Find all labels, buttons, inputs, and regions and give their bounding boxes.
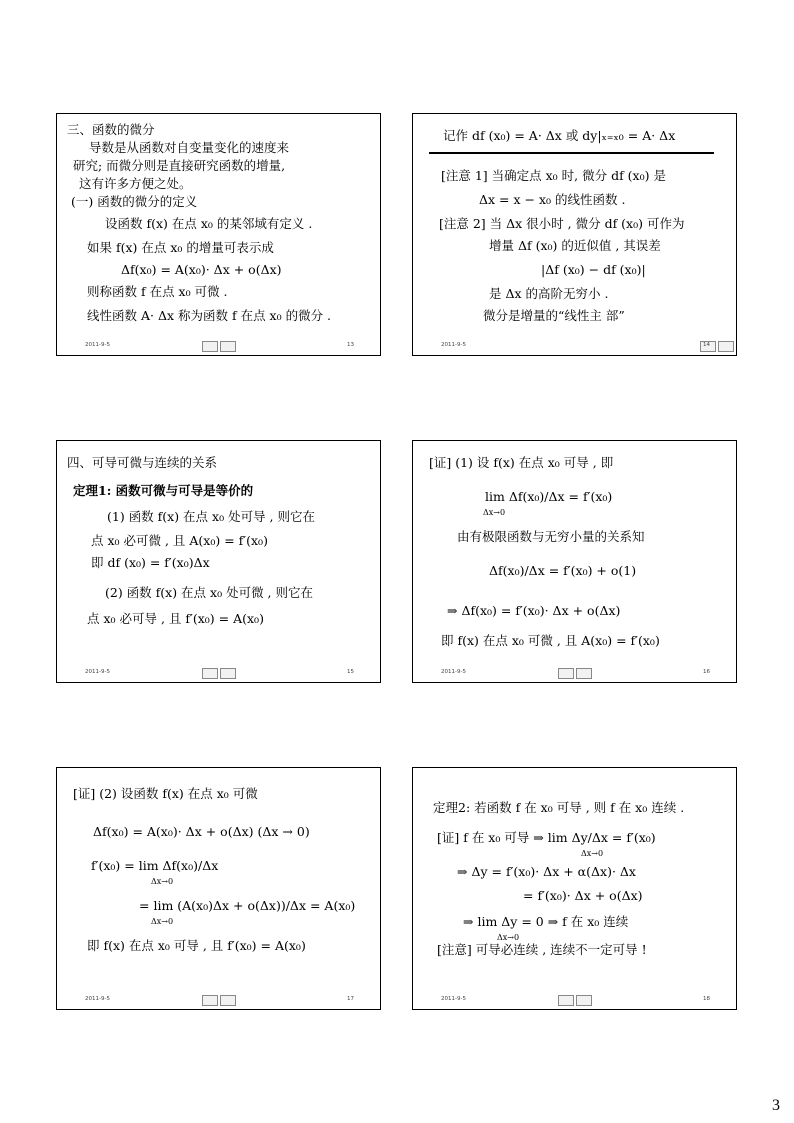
- slide-line: Δf(x₀) = A(x₀)· Δx + o(Δx) (Δx → 0): [93, 824, 310, 839]
- page-number: 3: [772, 1097, 780, 1114]
- slide-line: (一) 函数的微分的定义: [71, 194, 198, 209]
- slide-18: [412, 767, 737, 1010]
- slide-number: 17: [347, 996, 354, 1002]
- slide-line: [证] (2) 设函数 f(x) 在点 x₀ 可微: [73, 786, 258, 801]
- slide-line: 定理2: 若函数 f 在 x₀ 可导 , 则 f 在 x₀ 连续 .: [433, 800, 685, 815]
- slide-14: [412, 113, 737, 356]
- slide-line: (1) 函数 f(x) 在点 x₀ 处可导 , 则它在: [107, 509, 315, 524]
- slide-date: 2011-9-5: [441, 996, 466, 1002]
- slide-date: 2011-9-5: [85, 996, 110, 1002]
- slide-nav: [202, 341, 236, 352]
- slide-15: [56, 440, 381, 683]
- slide-line: 导数是从函数对自变量变化的速度来: [89, 140, 290, 155]
- slide-line: 记作 df (x₀) = A· Δx 或 dy|ₓ₌ₓ₀ = A· Δx: [443, 128, 676, 143]
- slide-line: 即 f(x) 在点 x₀ 可微 , 且 A(x₀) = f′(x₀): [441, 633, 660, 648]
- slide-number: 13: [347, 342, 354, 348]
- slide-line: [证] (1) 设 f(x) 在点 x₀ 可导 , 即: [429, 455, 614, 470]
- slide-line: Δx→0: [581, 849, 604, 858]
- slide-line: lim Δf(x₀)/Δx = f′(x₀): [485, 489, 613, 504]
- slide-line: 三、函数的微分: [67, 122, 155, 137]
- slide-number: 14: [703, 342, 710, 348]
- slide-line: 则称函数 f 在点 x₀ 可微 .: [87, 284, 228, 299]
- slide-line: 点 x₀ 必可微 , 且 A(x₀) = f′(x₀): [91, 533, 268, 548]
- slide-line: = f′(x₀)· Δx + o(Δx): [523, 888, 643, 903]
- slide-line: Δx→0: [483, 508, 506, 517]
- slide-16: [412, 440, 737, 683]
- slide-line: (2) 函数 f(x) 在点 x₀ 处可微 , 则它在: [105, 585, 313, 600]
- slide-number: 15: [347, 669, 354, 675]
- slide-line: Δx = x − x₀ 的线性函数 .: [479, 192, 626, 207]
- slide-line: 线性函数 A· Δx 称为函数 f 在点 x₀ 的微分 .: [87, 308, 332, 323]
- slide-line: Δx→0: [151, 917, 174, 926]
- slide-nav: [202, 668, 236, 679]
- slide-line: Δx→0: [497, 933, 520, 942]
- slide-date: 2011-9-5: [85, 669, 110, 675]
- slide-line: 研究; 而微分则是直接研究函数的增量,: [73, 158, 286, 173]
- slide-line: |Δf (x₀) − df (x₀)|: [541, 262, 646, 277]
- slide-line: 微分是增量的“线性主 部”: [483, 308, 625, 323]
- slide-line: [注意 2] 当 Δx 很小时 , 微分 df (x₀) 可作为: [439, 216, 685, 231]
- slide-line: 这有许多方便之处。: [79, 176, 192, 191]
- slide-number: 18: [703, 996, 710, 1002]
- slide-line: f′(x₀) = lim Δf(x₀)/Δx: [91, 858, 219, 873]
- divider: [429, 152, 714, 154]
- slide-line: 如果 f(x) 在点 x₀ 的增量可表示成: [87, 240, 274, 255]
- slide-number: 16: [703, 669, 710, 675]
- slide-line: Δx→0: [151, 877, 174, 886]
- slide-line: 四、可导可微与连续的关系: [67, 455, 218, 470]
- slide-line: [证] f 在 x₀ 可导 ⇒ lim Δy/Δx = f′(x₀): [437, 830, 656, 845]
- slide-line: ⇒ lim Δy = 0 ⇒ f 在 x₀ 连续: [463, 914, 629, 929]
- slide-line: 设函数 f(x) 在点 x₀ 的某邻域有定义 .: [105, 216, 313, 231]
- slide-line: ⇒ Δf(x₀) = f′(x₀)· Δx + o(Δx): [447, 603, 621, 618]
- slide-date: 2011-9-5: [85, 342, 110, 348]
- slide-line: 是 Δx 的高阶无穷小 .: [489, 286, 609, 301]
- slide-line: 即 df (x₀) = f′(x₀)Δx: [91, 555, 210, 570]
- slide-line: 定理1: 函数可微与可导是等价的: [73, 483, 254, 498]
- slide-17: [56, 767, 381, 1010]
- slide-line: ⇒ Δy = f′(x₀)· Δx + α(Δx)· Δx: [457, 864, 636, 879]
- slide-line: Δf(x₀)/Δx = f′(x₀) + o(1): [489, 563, 637, 578]
- slide-line: 即 f(x) 在点 x₀ 可导 , 且 f′(x₀) = A(x₀): [87, 938, 306, 953]
- slide-line: [注意 1] 当确定点 x₀ 时, 微分 df (x₀) 是: [441, 168, 666, 183]
- slide-line: 增量 Δf (x₀) 的近似值 , 其误差: [489, 238, 661, 253]
- slide-line: 由有极限函数与无穷小量的关系知: [457, 529, 645, 544]
- slide-line: = lim (A(x₀)Δx + o(Δx))/Δx = A(x₀): [139, 898, 356, 913]
- slide-line: 点 x₀ 必可导 , 且 f′(x₀) = A(x₀): [87, 611, 264, 626]
- slide-line: Δf(x₀) = A(x₀)· Δx + o(Δx): [121, 262, 282, 277]
- slide-date: 2011-9-5: [441, 342, 466, 348]
- slide-13: [56, 113, 381, 356]
- slide-nav: [558, 995, 592, 1006]
- slide-date: 2011-9-5: [441, 669, 466, 675]
- slide-nav: [558, 668, 592, 679]
- slide-line: [注意] 可导必连续 , 连续不一定可导 !: [437, 942, 647, 957]
- slide-nav: [202, 995, 236, 1006]
